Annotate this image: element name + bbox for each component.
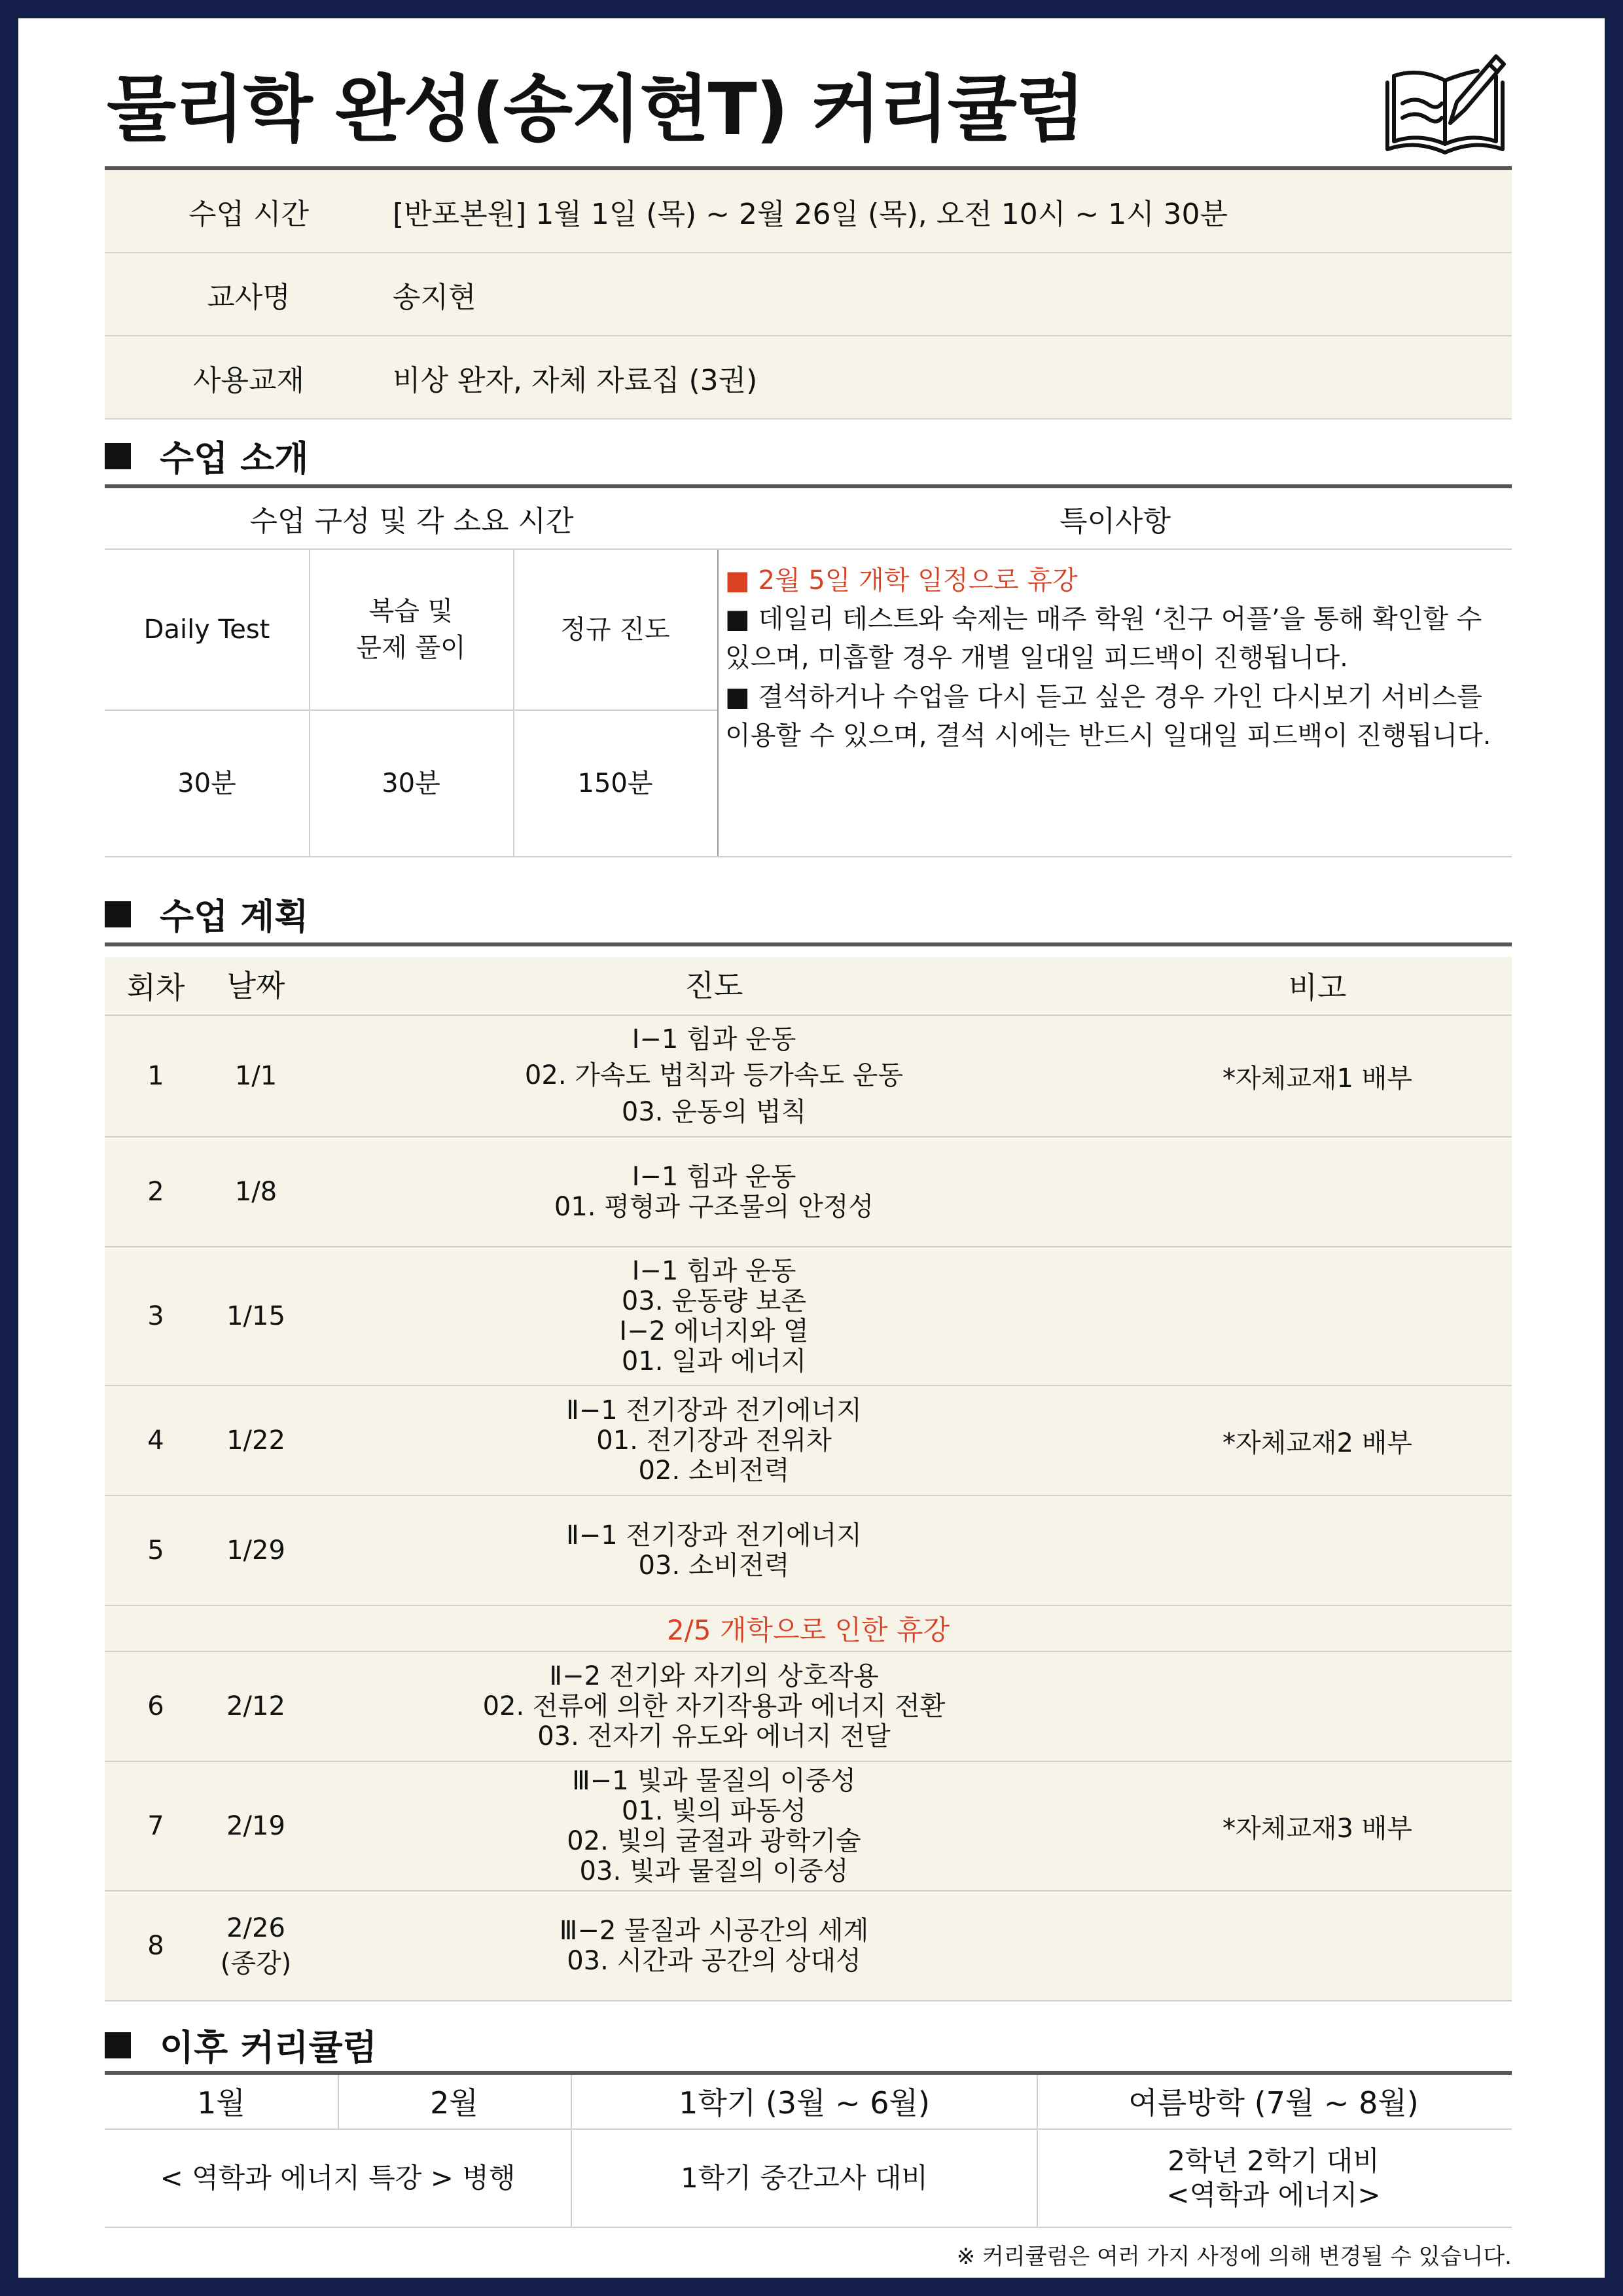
- row-progress: Ⅱ−2 전기와 자기의 상호작용 02. 전류에 의한 자기작용과 에너지 전환 03. 전자기 유도와 에너지 전달: [482, 1661, 946, 1751]
- plan-table: [105, 957, 1512, 2001]
- table-row: [105, 1892, 1512, 2001]
- later-header: 여름방학 (7월 ~ 8월): [1128, 2085, 1419, 2121]
- later-header: 2월: [430, 2085, 478, 2121]
- row-date: 1/22: [226, 1426, 285, 1456]
- curriculum-page: [18, 18, 1605, 2278]
- header-progress: 진도: [685, 967, 743, 1003]
- duration-value: 150분: [577, 768, 653, 798]
- row-progress: Ⅱ−1 전기장과 전기에너지 01. 전기장과 전위차 02. 소비전력: [566, 1395, 862, 1486]
- row-no: 5: [147, 1535, 164, 1566]
- row-date: 2/19: [226, 1811, 285, 1841]
- later-cell: < 역학과 에너지 특강 > 병행: [160, 2161, 516, 2194]
- divider: [717, 550, 719, 856]
- duration-value: 30분: [382, 768, 440, 798]
- composition-column: 복습 및 문제 풀이: [356, 596, 466, 663]
- info-value: 송지현: [393, 280, 476, 314]
- later-cell: 1학기 중간고사 대비: [681, 2161, 928, 2194]
- divider: [513, 550, 514, 856]
- row-progress: Ⅰ−1 힘과 운동 01. 평형과 구조물의 안정성: [554, 1162, 874, 1222]
- square-bullet-icon: [105, 443, 131, 469]
- header-no: 회차: [126, 970, 185, 1005]
- info-row: [105, 336, 1512, 420]
- plan-rule: [105, 942, 1512, 946]
- composition-column: Daily Test: [143, 615, 270, 645]
- info-table: [105, 170, 1512, 420]
- row-no: 8: [147, 1931, 164, 1961]
- row-date: 2/12: [226, 1691, 285, 1721]
- info-value: 비상 완자, 자체 자료집 (3권): [393, 363, 758, 397]
- break-row: 2/5 개학으로 인한 휴강: [105, 1606, 1512, 1652]
- row-no: 2: [147, 1177, 164, 1207]
- composition-column: 정규 진도: [560, 615, 670, 645]
- divider: [1037, 2075, 1038, 2227]
- notes-list: [725, 562, 1497, 755]
- header-note: 비고: [1288, 970, 1347, 1005]
- row-no: 4: [147, 1426, 164, 1456]
- row-date: 1/15: [226, 1301, 285, 1331]
- table-row: [105, 1386, 1512, 1496]
- table-row: [105, 1016, 1512, 1138]
- divider: [309, 550, 310, 856]
- row-no: 3: [147, 1301, 164, 1331]
- square-bullet-icon: [105, 2032, 131, 2058]
- row-note: *자체교재2 배부: [1222, 1427, 1412, 1458]
- row-progress: Ⅰ−1 힘과 운동 02. 가속도 법칙과 등가속도 운동 03. 운동의 법칙: [524, 1024, 904, 1127]
- header-date: 날짜: [226, 967, 285, 1003]
- row-note: *자체교재1 배부: [1222, 1063, 1412, 1094]
- note-item: ■ 2월 5일 개학 일정으로 휴강: [725, 565, 1078, 596]
- info-row: [105, 170, 1512, 253]
- composition-header: 수업 구성 및 각 소요 시간: [249, 505, 574, 538]
- section-plan-heading: [105, 889, 308, 939]
- info-row: [105, 253, 1512, 336]
- row-progress: Ⅲ−2 물질과 시공간의 세계 03. 시간과 공간의 상대성: [559, 1916, 869, 1976]
- row-progress: Ⅲ−1 빛과 물질의 이중성 01. 빛의 파동성 02. 빛의 굴절과 광학기술 03. 빛과 물질의 이중성: [567, 1766, 861, 1886]
- divider: [105, 2227, 1512, 2228]
- section-intro-heading: [105, 431, 308, 481]
- row-progress: Ⅰ−1 힘과 운동 03. 운동량 보존 Ⅰ−2 에너지와 열 01. 일과 에너지: [619, 1256, 809, 1376]
- row-note: *자체교재3 배부: [1222, 1813, 1412, 1844]
- row-date: 2/26 (종강): [220, 1913, 292, 1979]
- table-row: [105, 1496, 1512, 1606]
- row-date: 1/29: [226, 1535, 285, 1566]
- row-date: 1/8: [234, 1177, 277, 1207]
- later-header: 1학기 (3월 ~ 6월): [679, 2085, 930, 2121]
- note-item: ■ 데일리 테스트와 숙제는 매주 학원 ‘친구 어플’을 통해 확인할 수 있으며, 미흡할 경우 개별 일대일 피드백이 진행됩니다.: [725, 604, 1482, 673]
- table-row: [105, 1247, 1512, 1386]
- section-later-title: 이후 커리큘럼: [160, 2027, 377, 2068]
- info-value: [반포본원] 1월 1일 (목) ~ 2월 26일 (목), 오전 10시 ~ 1시 30분: [393, 197, 1228, 231]
- section-plan-title: 수업 계획: [160, 896, 309, 937]
- note-item: ■ 결석하거나 수업을 다시 듣고 싶은 경우 가인 다시보기 서비스를 이용할 수 있으며, 결석 시에는 반드시 일대일 피드백이 진행됩니다.: [725, 681, 1491, 751]
- later-cell: 2학년 2학기 대비 <역학과 에너지>: [1166, 2144, 1381, 2211]
- section-intro-title: 수업 소개: [160, 438, 309, 479]
- table-row: [105, 1652, 1512, 1762]
- divider: [571, 2075, 572, 2227]
- row-no: 1: [147, 1061, 164, 1091]
- row-no: 6: [147, 1691, 164, 1721]
- page-title: 물리학 완성(송지현T) 커리큘럼: [107, 67, 1084, 151]
- divider: [338, 2075, 339, 2128]
- notes-header: 특이사항: [1059, 505, 1171, 538]
- duration-value: 30분: [177, 768, 236, 798]
- plan-header-row: [105, 957, 1512, 1016]
- table-row: [105, 1762, 1512, 1892]
- row-no: 7: [147, 1811, 164, 1841]
- info-label: 사용교재: [192, 363, 304, 397]
- info-label: 수업 시간: [188, 197, 309, 231]
- section-later-heading: [105, 2020, 377, 2070]
- footnote: ※ 커리큘럼은 여러 가지 사정에 의해 변경될 수 있습니다.: [956, 2244, 1512, 2270]
- row-progress: Ⅱ−1 전기장과 전기에너지 03. 소비전력: [566, 1520, 862, 1581]
- info-label: 교사명: [207, 280, 291, 314]
- divider: [105, 856, 1512, 857]
- later-header: 1월: [197, 2085, 245, 2121]
- square-bullet-icon: [105, 901, 131, 927]
- table-row: [105, 1138, 1512, 1247]
- row-date: 1/1: [234, 1061, 277, 1091]
- book-pen-icon: [1380, 45, 1510, 162]
